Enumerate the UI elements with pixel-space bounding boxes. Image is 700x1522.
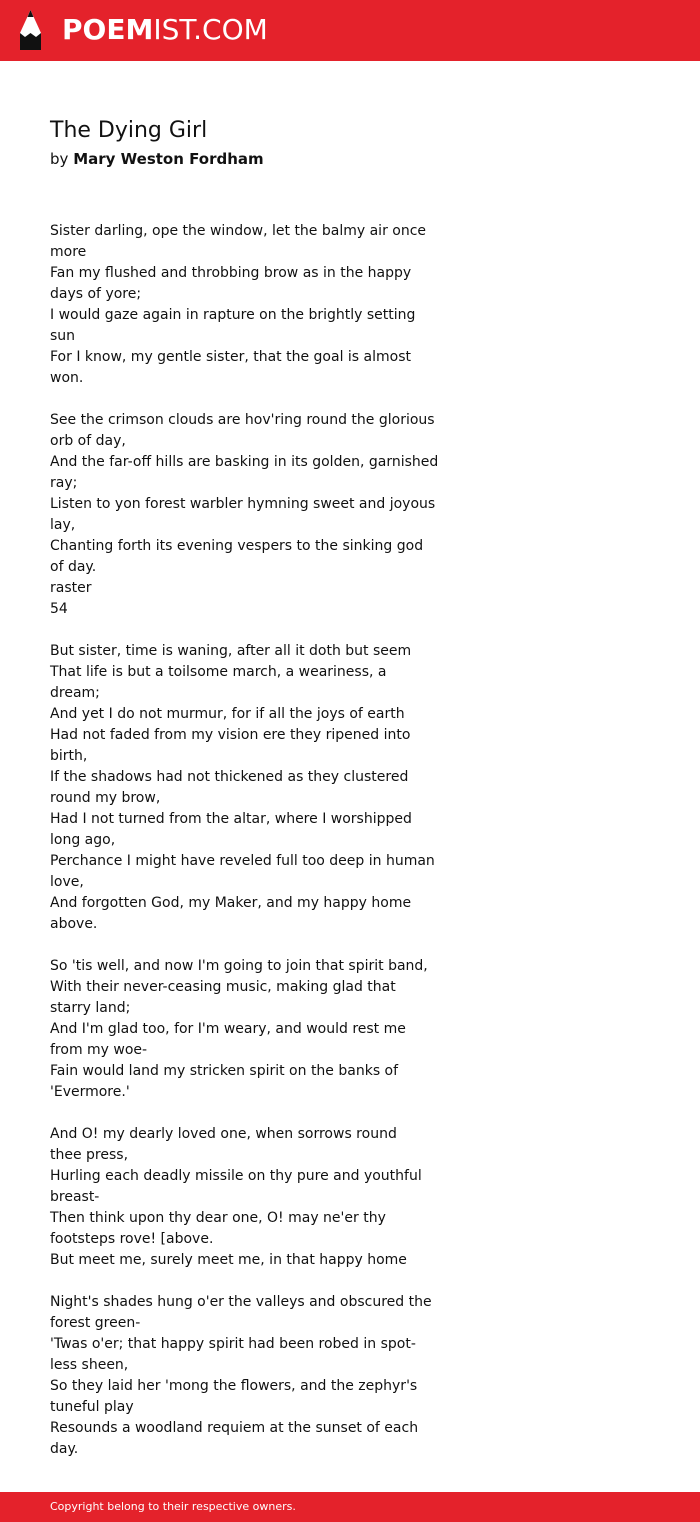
poem-line: Perchance I might have reveled full too deep in human: [50, 853, 435, 869]
poem-line: Hurling each deadly missile on thy pure and youthful: [50, 1168, 422, 1184]
poem-line: 54: [50, 601, 68, 617]
poem-line: Had I not turned from the altar, where I worshipped: [50, 811, 412, 827]
poem-line: Listen to yon forest warbler hymning sweet and joyous: [50, 496, 436, 512]
poem-line: breast-: [50, 1189, 100, 1205]
poem-byline: [50, 147, 440, 171]
poem-line: birth,: [50, 748, 88, 764]
poem-content: [50, 116, 440, 1481]
poem-stanza: [50, 956, 440, 1103]
poem-line: more: [50, 244, 87, 260]
poem-line: And the far-off hills are basking in its golden, garnished: [50, 454, 439, 470]
poem-line: ray;: [50, 475, 78, 491]
poem-line: starry land;: [50, 1000, 131, 1016]
poem-line: And yet I do not murmur, for if all the joys of earth: [50, 706, 405, 722]
poem-line: That life is but a toilsome march, a weariness, a dream;: [50, 664, 387, 701]
poem-line: above.: [50, 916, 98, 932]
poem-line: Then think upon thy dear one, O! may ne'er thy: [50, 1210, 386, 1226]
poem-line: from my woe-: [50, 1042, 148, 1058]
by-label: by: [50, 150, 69, 168]
poem-line: lay,: [50, 517, 76, 533]
poem-author[interactable]: Mary Weston Fordham: [73, 150, 264, 168]
poem-line: And O! my dearly loved one, when sorrows round: [50, 1126, 397, 1142]
poem-line: But sister, time is waning, after all it doth but seem: [50, 643, 412, 659]
poem-title: The Dying Girl: [50, 118, 208, 143]
poem-stanza: [50, 410, 440, 620]
poem-line: days of yore;: [50, 286, 142, 302]
poem-stanza: [50, 1292, 440, 1460]
poem-line: raster: [50, 580, 92, 596]
poem-line: I would gaze again in rapture on the brightly setting sun: [50, 307, 416, 344]
poem-body: [50, 221, 440, 1460]
poem-line: So they laid her 'mong the flowers, and the zephyr's: [50, 1378, 418, 1394]
poem-line: thee press,: [50, 1147, 129, 1163]
poem-line: tuneful play: [50, 1399, 134, 1415]
poem-line: If the shadows had not thickened as they clustered: [50, 769, 409, 785]
poem-line: Fan my flushed and throbbing brow as in the happy: [50, 265, 412, 281]
poem-line: won.: [50, 370, 84, 386]
poem-line: Fain would land my stricken spirit on the banks of: [50, 1063, 399, 1079]
poem-line: day.: [50, 1441, 79, 1457]
poem-line: So 'tis well, and now I'm going to join that spirit band,: [50, 958, 428, 974]
poem-line: round my brow,: [50, 790, 161, 806]
poem-line: See the crimson clouds are hov'ring round the glorious: [50, 412, 435, 428]
copyright-text: Copyright belong to their respective owners.: [50, 1500, 296, 1513]
poem-line: But meet me, surely meet me, in that happy home: [50, 1252, 407, 1268]
poem-line: less sheen,: [50, 1357, 129, 1373]
site-header: [0, 0, 700, 61]
poem-line: long ago,: [50, 832, 116, 848]
poem-line: Sister darling, ope the window, let the balmy air once: [50, 223, 427, 239]
poem-line: Had not faded from my vision ere they ripened into: [50, 727, 411, 743]
poem-line: love,: [50, 874, 84, 890]
poem-line: With their never-ceasing music, making glad that: [50, 979, 396, 995]
poem-line: 'Twas o'er; that happy spirit had been robed in spot-: [50, 1336, 416, 1352]
poem-line: And forgotten God, my Maker, and my happy home: [50, 895, 412, 911]
pencil-tip-icon: [17, 9, 44, 51]
poem-line: Resounds a woodland requiem at the sunset of each: [50, 1420, 419, 1436]
poem-line: For I know, my gentle sister, that the goal is almost: [50, 349, 411, 365]
poem-stanza: [50, 221, 440, 389]
poem-line: of day.: [50, 559, 97, 575]
poem-line: Night's shades hung o'er the valleys and obscured the: [50, 1294, 432, 1310]
poem-stanza: [50, 641, 440, 935]
poem-line: footsteps rove! [above.: [50, 1231, 214, 1247]
poem-line: 'Evermore.': [50, 1084, 130, 1100]
poem-line: forest green-: [50, 1315, 141, 1331]
site-footer: [0, 1492, 700, 1522]
poem-line: And I'm glad too, for I'm weary, and would rest me: [50, 1021, 406, 1037]
poem-line: Chanting forth its evening vespers to the sinking god: [50, 538, 424, 554]
poem-line: orb of day,: [50, 433, 126, 449]
site-logo-link[interactable]: [17, 9, 268, 51]
poem-stanza: [50, 1124, 440, 1271]
logo-text-light: IST.COM: [153, 13, 268, 46]
logo-text-bold: POEM: [62, 13, 154, 46]
site-logo-text: [62, 9, 268, 51]
